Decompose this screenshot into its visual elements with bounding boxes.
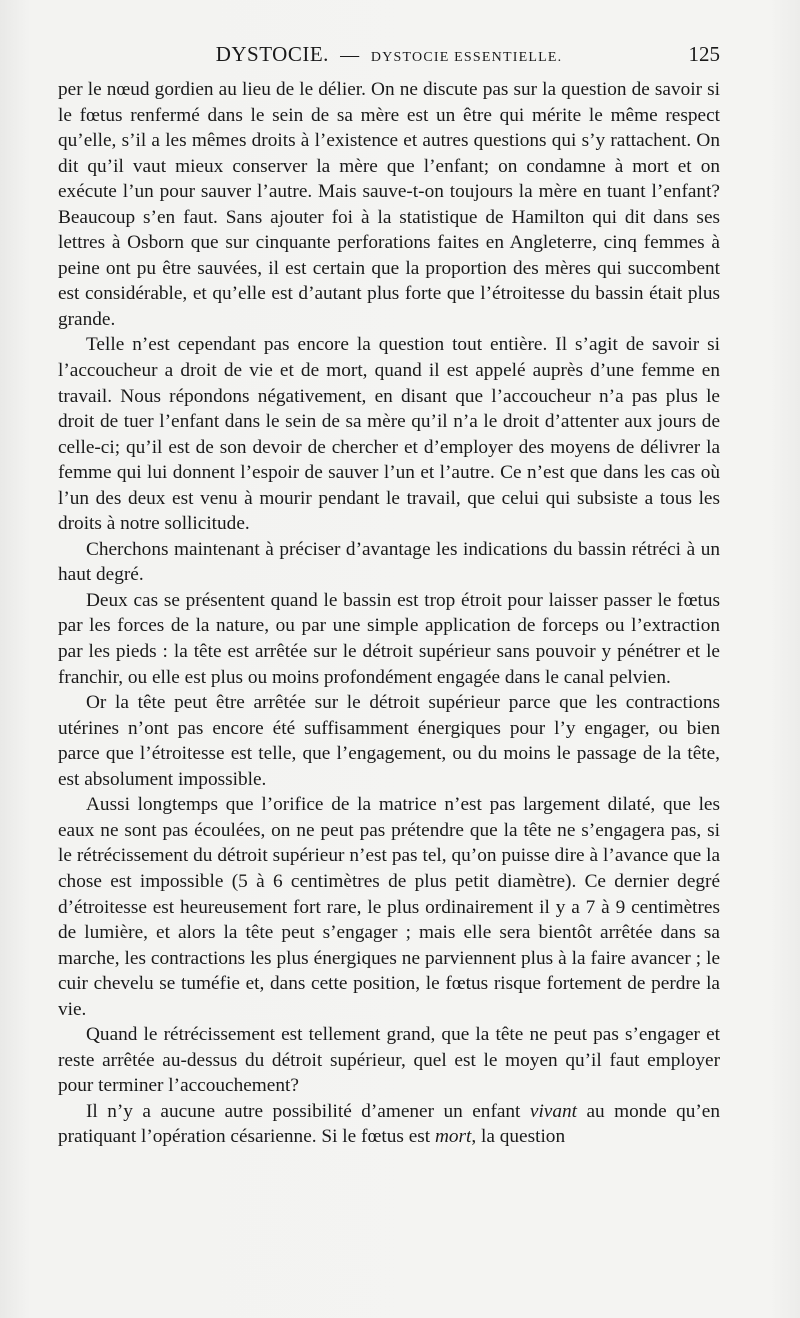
running-title [58,42,720,67]
running-title-sub: DYSTOCIE ESSENTIELLE. [370,50,563,65]
paragraph-text: , la question [471,1126,566,1148]
paragraph-text: Deux cas se présentent quand le bassin est trop étroit pour laisser passer le fœtus par les forces de la nature, ou par une simple application de forceps ou l’extraction par les pieds : la tête est arrêtée sur le détroit supérieur sans pouvoir y pénétrer et le franchir, ou elle est plus ou moins profondément engagée dans le canal pelvien. [58,589,720,688]
paragraph [58,588,720,690]
paragraph [58,1099,720,1150]
page-number: 125 [688,42,720,66]
paragraph-text: Aussi longtemps que l’orifice de la matrice n’est pas largement dilaté, que les eaux ne sont pas écoulées, on ne peut pas prétendre que la tête ne s’engagera pas, si le rétrécissement du détroit supérieur n’est pas tel, qu’on puisse dire à l’avance que la chose est impossible (5 à 6 centimètres de plus petit diamètre). Ce dernier degré d’étroitesse est heureusement fort rare, le plus ordinairement il y a 7 à 9 centimètres de lumière, et alors la tête peut s’engager ; mais elle sera bientôt arrêtée dans sa marche, les contractions les plus énergiques ne parviennent plus à la faire avancer ; le cuir chevelu se tuméfie et, dans cette position, le fœtus risque fortement de perdre la vie. [58,794,720,1020]
paragraph [58,792,720,1022]
body-text [58,77,720,1150]
running-title-dash: — [340,45,360,66]
italic-text: mort [434,1126,472,1148]
paragraph-text: Il n’y a aucune autre possibilité d’amener un enfant [86,1100,530,1122]
paragraph-text: per le nœud gordien au lieu de le délier. On ne discute pas sur la question de savoir si le fœtus renfermé dans le sein de sa mère est un être qui mérite le même respect qu’elle, s’il a les mêmes droits à l’existence et autres questions qui s’y rattachent. On dit qu’il vaut mieux conserver la mère que l’enfant; on condamne à mort et on exécute l’un pour sauver l’autre. Mais sauve-t-on toujours la mère en tuant l’enfant? Beaucoup s’en faut. Sans ajouter foi à la statistique de Hamilton qui dit dans ses lettres à Osborn que sur cinquante perforations faites en Angleterre, cinq femmes à peine ont pu être sauvées, il est certain que la proportion des mères qui succombent est considérable, et qu’elle est d’autant plus forte que l’étroitesse du bassin était plus grande. [58,79,720,330]
running-title-main: DYSTOCIE. [215,42,329,66]
italic-text: vivant [529,1100,578,1122]
paragraph-text: Quand le rétrécissement est tellement grand, que la tête ne peut pas s’engager et reste arrêtée au-dessus du détroit supérieur, quel est le moyen qu’il faut employer pour terminer l’accouchement? [58,1024,720,1097]
paragraph [58,77,720,332]
paragraph [58,1022,720,1099]
paragraph-text: au monde qu’en pratiquant l’opération césarienne. Si le fœtus est [58,1100,720,1148]
paragraph [58,332,720,536]
paragraph-text: Cherchons maintenant à préciser d’avantage les indications du bassin rétréci à un haut degré. [58,538,720,586]
running-header [58,42,720,72]
paragraph [58,537,720,588]
paragraph [58,690,720,792]
paragraph-text: Or la tête peut être arrêtée sur le détroit supérieur parce que les contractions utérines n’ont pas encore été suffisamment énergiques pour l’y engager, ou bien parce que l’étroitesse est telle, que l’engagement, ou du moins le passage de la tête, est absolument impossible. [58,692,720,790]
paragraph-text: Telle n’est cependant pas encore la question tout entière. Il s’agit de savoir si l’accoucheur a droit de vie et de mort, quand il est appelé auprès d’une femme en travail. Nous répondons négativement, en disant que l’accoucheur n’a pas plus le droit de tuer l’enfant dans le sein de sa mère qu’il n’a le droit d’attenter aux jours de celle-ci; qu’il est de son devoir de chercher et d’employer des moyens de délivrer la femme qui lui donnent l’espoir de sauver l’un et l’autre. Ce n’est que dans les cas où l’un des deux est venu à mourir pendant le travail, que celui qui subsiste a tous les droits à notre sollicitude. [58,334,720,535]
